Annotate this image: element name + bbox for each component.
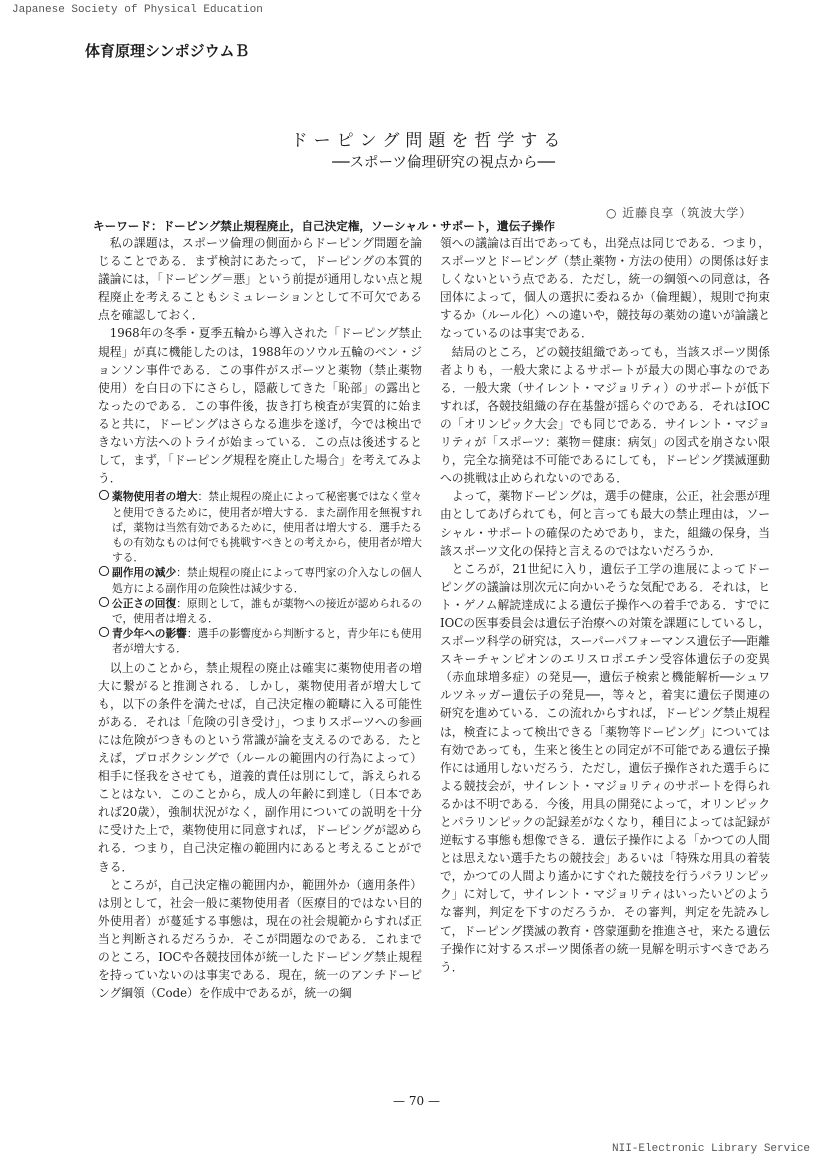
list-item-text: ：禁止規程の廃止によって秘密裏ではなく堂々と使用できるために，使用者が増大する．また副作用を無視すれば，薬物は当然有効であるために，使用者は増大する．選手たるもの有効なものは何でも挑戦すべきとの考えから，使用者が増大する． xyxy=(112,490,422,565)
circle-bullet-icon xyxy=(98,565,110,577)
list-item xyxy=(98,596,422,626)
circle-bullet-icon xyxy=(98,596,110,608)
list-item-text: ：禁止規程の廃止によって専門家の介入なしの個人処方による副作用の危険性は減少する． xyxy=(112,566,422,595)
footer-service: NII-Electronic Library Service xyxy=(612,1143,811,1155)
list-item-term: 副作用の減少 xyxy=(112,566,177,580)
symposium-label: 体育原理シンポジウムＢ xyxy=(85,42,250,60)
right-column xyxy=(440,234,770,976)
paragraph: よって，薬物ドーピングは，選手の健康，公正，社会悪が理由としてあげられても，何と言っても最大の禁止理由は，ソーシャル・サポートの確保のためであり，また，組織の保身，当該スポーツ文化の保持と言えるのではないだろうか． xyxy=(440,489,770,558)
paragraph: ところが，自己決定権の範囲内か，範囲外か（適用条件）は別として，社会一般に薬物使用者（医療目的ではない目的外使用者）が蔓延する事態は，現在の社会規範からすれば正当と判断されるだろうか．そこが問題なのである．これまでのところ，IOCや各競技団体が統一したドーピング禁止規程を持っていないのは事実である．現在，統一のアンチドーピング綱領（Code）を作成中であるが，統一の綱 xyxy=(98,877,422,1001)
paragraph: 1968年の冬季・夏季五輪から導入された「ドーピング禁止規程」が真に機能したのは，1988年のソウル五輪のベン・ジョンソン事件である．この事件がスポーツと薬物（禁止薬物使用）を白日の下にさらし，隠蔽してきた「恥部」の露出となったのである．この事件後，抜き打ち検査が実質的に始まると共に，ドーピングはさらなる進歩を遂げ，今では検出できない方法へのトライが始まっている．この点は後述するとして，まず，「ドーピング規程を廃止した場合」を考えてみよう． xyxy=(98,326,422,486)
paragraph: 私の課題は，スポーツ倫理の側面からドーピング問題を論じることである．まず検討にあたって，ドーピングの本質的議論には，「ドーピング＝悪」という前提が通用しない点と規程廃止を考えることもシミュレーションとして不可欠である点を確認しておく． xyxy=(98,236,422,323)
paragraph: 結局のところ，どの競技組織であっても，当該スポーツ関係者よりも，一般大衆によるサポートが最大の関心事なのである．一般大衆（サイレント・マジョリティ）のサポートが低下すれば，各競技組織の存在基盤が揺らぐのである．それはIOCの「オリンピック大会」でも同じである．サイレント・マジョリティが「スポーツ：薬物＝健康：病気」の図式を崩さない限り，完全な摘発は不可能であるにしても，ドーピング撲滅運動への挑戦は止められないのである． xyxy=(440,344,770,486)
paragraph: 以上のことから，禁止規程の廃止は確実に薬物使用者の増大に繋がると推測される．しかし，薬物使用者が増大しても，以下の条件を満たせば，自己決定権の範疇に入る可能性がある．それは「危険の引き受け」，つまりスポーツへの参画には危険がつきものという常識が論を支えるのである．たとえば，プロボクシングで（ルールの範囲内の行為によって）相手に怪我をさせても，道義的責任は別にして，訴えられることはない．このことから，成人の年齢に到達し（日本であれば20歳），強制状況がなく，副作用についての説明を十分に受けた上で，薬物使用に同意すれば，ドーピングが認められる．つまり，自己決定権の範囲内にあると考えることができる． xyxy=(98,660,422,874)
list-item-text: ：選手の影響度から判断すると，青少年にも使用者が増大する． xyxy=(112,627,422,656)
header-organization: Japanese Society of Physical Education xyxy=(12,4,263,16)
consequence-list xyxy=(98,489,422,656)
left-column xyxy=(98,234,422,1002)
circle-bullet-icon xyxy=(98,626,110,638)
list-item-term: 公正さの回復 xyxy=(112,596,177,610)
list-item-term: 薬物使用者の増大 xyxy=(112,490,198,504)
list-item xyxy=(98,565,422,595)
list-item xyxy=(98,489,422,565)
list-item-term: 青少年への影響 xyxy=(112,627,187,641)
list-item-text: ：原則として，誰もが薬物への接近が認められるので，使用者は増える． xyxy=(112,596,422,625)
paragraph: ところが，21世紀に入り，遺伝子工学の進展によってドーピングの議論は別次元に向かいそうな気配である．それは，ヒト・ゲノム解読達成による遺伝子操作への着手である．すでにIOCの医事委員会は遺伝子治療への対策を課題にしているし，スポーツ科学の研究は，スーパーパフォーマンス遺伝子──距離スキーチャンピオンのエリスロポエチン受容体遺伝子の変異（赤血球増多症）の発見──，遺伝子検索と機能解析──シュワルツネッガー遺伝子の発見──，等々と，着実に遺伝子関連の研究を進めている．この流れからすれば，ドーピング禁止規程は，検査によって検出できる「薬物等ドーピング」については有効であっても，生来と後生との同定が不可能である遺伝子操作には通用しないだろう．ただし，遺伝子操作された選手らによる競技会が，サイレント・マジョリティのサポートを得られるかは不明である．今後，用具の開発によって，オリンピックとパラリンピックの記録差がなくなり，種目によっては記録が逆転する事態も想像できる．遺伝子操作による「かつての人間とは思えない選手たちの競技会」あるいは「特殊な用具の着装で，かつての人間より遙かにすぐれた競技を行うパラリンピック」に対して，サイレント・マジョリティはいったいどのような審判，判定を下すのだろうか．その審判，判定を先読みして，ドーピング撲滅の教育・啓蒙運動を推進させ，来たる遺伝子操作に対するスポーツ関係者の統一見解を明示すべきであろう． xyxy=(440,561,770,974)
author-affiliation: ○ 近藤良享（筑波大学） xyxy=(606,206,753,220)
circle-bullet-icon xyxy=(98,489,110,501)
keywords: キーワード：ドーピング禁止規程廃止，自己決定権，ソーシャル・サポート，遺伝子操作 xyxy=(93,219,556,233)
page-number: — 70 — xyxy=(393,1094,440,1108)
list-item xyxy=(98,626,422,656)
paragraph: 領への議論は百出であっても，出発点は同じである．つまり，スポーツとドーピング（禁止薬物・方法の使用）の関係は好ましくないという点である．ただし，統一の綱領への同意は，各団体によって，個人の選択に委ねるか（倫理観），規則で拘束するか（ルール化）への違いや，競技毎の薬効の違いが論議となっているのは事実である． xyxy=(440,236,770,341)
article-title: ドーピング問題を哲学する xyxy=(290,131,567,151)
article-subtitle: ──スポーツ倫理研究の視点から── xyxy=(332,155,555,171)
